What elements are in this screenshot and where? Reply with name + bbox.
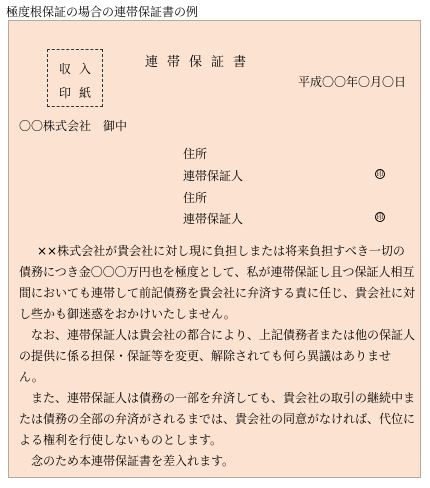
body-paragraph-3: また、連帯保証人は債務の一部を弁済しても、貴会社の取引の継続中または債務の全部の弁済がされるまでは、貴会社の同意がなければ、代位による権利を行使しないものとします。 xyxy=(19,391,416,447)
document-date: 平成〇〇年〇月〇日 xyxy=(297,75,406,89)
seal-mark-2: 印 xyxy=(376,213,384,221)
document-body xyxy=(19,241,415,472)
seal-mark-1: 印 xyxy=(376,170,384,178)
body-paragraph-1: ××株式会社が貴会社に対し現に負担しまたは将来負担すべき一切の債務につき金〇〇〇万円也を極度として、私が連帯保証し且つ保証人相互間においても連帯して前記債務を貴会社に弁済する責に任じ、貴会社に対し些かも御迷惑をおかけいたしません。 xyxy=(19,244,416,321)
stamp-line-2: 印紙 xyxy=(58,86,99,100)
body-paragraph-4: 念のため本連帯保証書を差入れます。 xyxy=(31,454,235,468)
revenue-stamp-box xyxy=(47,49,103,107)
address-label-1: 住所 xyxy=(183,147,208,161)
guarantee-document xyxy=(8,20,421,478)
body-paragraph-2: なお、連帯保証人は貴会社の都合により、上記債務者または他の保証人の提供に係る担保・保証等を変更、解除されても何ら異議はありません。 xyxy=(19,328,416,384)
stamp-line-1: 収入 xyxy=(58,62,99,76)
address-label-2: 住所 xyxy=(183,191,208,205)
document-title: 連帯保証書 xyxy=(145,55,256,70)
guarantor-label-2: 連帯保証人 xyxy=(183,212,244,226)
guarantor-label-1: 連帯保証人 xyxy=(183,169,244,183)
figure-caption: 極度根保証の場合の連帯保証書の例 xyxy=(6,5,199,19)
addressee: 〇〇株式会社 御中 xyxy=(19,119,128,133)
